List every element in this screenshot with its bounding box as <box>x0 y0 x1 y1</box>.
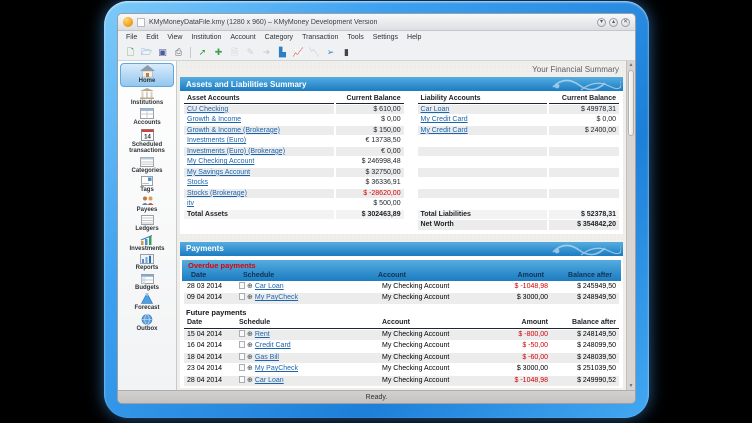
vertical-scrollbar[interactable] <box>626 61 635 390</box>
payment-date: 15 04 2014 <box>184 330 236 341</box>
account-link[interactable]: Investments (Euro) <box>187 137 247 145</box>
payment-account: My Checking Account <box>379 282 489 293</box>
col-current-balance-2: Current Balance <box>549 94 619 104</box>
payments-column-headers <box>184 318 619 329</box>
schedule-link[interactable]: Car Loan <box>254 282 284 290</box>
payment-amount: $ -800,00 <box>489 330 551 341</box>
payment-balance: $ 248149,50 <box>551 330 619 341</box>
total-liabilities-label: Total Liabilities <box>418 210 548 220</box>
find-disabled-icon: ✎ <box>246 46 255 57</box>
payment-balance: $ 245949,50 <box>551 282 619 293</box>
payment-balance: $ 251039,50 <box>551 364 619 375</box>
col-current-balance-1: Current Balance <box>336 94 404 104</box>
col-amount: Amount <box>517 271 544 279</box>
table-row <box>184 126 619 136</box>
future-row <box>184 353 619 364</box>
edit-schedule-icon[interactable] <box>239 353 245 360</box>
account-balance: $ 49978,31 <box>549 105 619 115</box>
menu-help[interactable]: Help <box>407 34 422 41</box>
menu-account[interactable]: Account <box>230 34 256 41</box>
investments-icon <box>140 235 154 245</box>
account-link[interactable]: My Credit Card <box>420 126 468 134</box>
accounts-icon <box>140 108 154 119</box>
scroll-up-icon[interactable]: ▲ <box>628 62 634 68</box>
payment-date: 23 04 2014 <box>184 364 236 375</box>
new-transaction-icon[interactable]: ➚ <box>198 46 207 57</box>
account-balance: $ 0,00 <box>381 116 401 124</box>
account-link[interactable]: Growth & Income (Brokerage) <box>187 126 280 134</box>
tag-icon <box>141 176 153 186</box>
enter-schedule-icon[interactable]: ⊕ <box>247 342 253 349</box>
table-header-row <box>184 94 619 104</box>
col-liability-accounts: Liability Accounts <box>418 94 548 104</box>
payees-icon <box>141 196 154 206</box>
table-row <box>184 115 619 125</box>
account-balance: $ 32750,00 <box>336 168 404 178</box>
enter-schedule-icon[interactable]: ⊕ <box>247 294 253 301</box>
col-date: Date <box>191 271 207 279</box>
goto-disabled-icon: ➜ <box>262 46 271 57</box>
col-balance-after: Balance after <box>568 271 612 279</box>
enter-schedule-icon[interactable]: ⊕ <box>247 330 253 338</box>
categories-icon <box>140 157 154 167</box>
payment-amount: $ -1048,98 <box>489 282 551 293</box>
sidebar-item-institutions[interactable]: Institutions <box>120 87 174 108</box>
payment-date: 28 03 2014 <box>184 282 236 293</box>
close-button[interactable]: ✕ <box>622 18 629 25</box>
future-row <box>184 376 619 387</box>
edit-schedule-icon[interactable] <box>239 330 245 337</box>
chart-account-icon[interactable]: ▙ <box>279 46 286 57</box>
forecast-icon <box>141 293 153 304</box>
schedule-link[interactable]: My PayCheck <box>254 365 299 372</box>
col-asset-accounts: Asset Accounts <box>184 94 334 104</box>
totals-row <box>184 210 619 220</box>
new-account-icon[interactable]: ✚ <box>214 46 223 57</box>
edit-schedule-icon[interactable] <box>239 293 245 300</box>
presentation-frame <box>104 1 649 418</box>
account-link[interactable]: My Checking Account <box>187 158 255 166</box>
assets-liabilities-table <box>180 91 623 234</box>
payment-account: My Checking Account <box>379 330 489 341</box>
account-balance: $ 0,00 <box>596 116 616 124</box>
total-liabilities-value: $ 52378,31 <box>549 210 619 220</box>
schedule-link[interactable]: Credit Card <box>254 342 291 349</box>
sidebar-item-forecast[interactable]: Forecast <box>120 292 174 313</box>
reports-icon <box>140 254 154 264</box>
payment-account: My Checking Account <box>379 376 489 387</box>
future-row <box>184 341 619 352</box>
edit-schedule-icon[interactable] <box>239 364 245 371</box>
payment-date: 18 04 2014 <box>184 353 236 364</box>
sidebar-item-ledgers[interactable]: Ledgers <box>120 214 174 234</box>
payment-amount: $ -60,00 <box>489 353 551 364</box>
home-icon <box>140 65 155 77</box>
sidebar-item-home[interactable]: Home <box>120 63 174 87</box>
enter-schedule-icon[interactable]: ⊕ <box>247 376 253 384</box>
account-link[interactable]: Stocks <box>187 179 209 187</box>
total-assets-value: $ 302463,89 <box>336 210 404 220</box>
sidebar-item-payees[interactable]: Payees <box>120 195 174 215</box>
account-link[interactable]: CU Checking <box>187 105 229 113</box>
payment-amount: $ 3000,00 <box>489 293 551 304</box>
sidebar-item-accounts[interactable]: Accounts <box>120 107 174 128</box>
save-file-icon[interactable]: ▣ <box>158 46 167 57</box>
col-schedule: Schedule <box>243 271 275 279</box>
table-row <box>184 199 619 209</box>
scroll-down-icon[interactable]: ▼ <box>628 383 634 389</box>
schedule-link[interactable]: Car Loan <box>254 376 284 384</box>
payment-account: My Checking Account <box>379 293 489 304</box>
budgets-icon <box>141 274 154 284</box>
table-row <box>184 147 619 157</box>
payment-amount: $ -50,00 <box>489 341 551 352</box>
payment-account: My Checking Account <box>379 341 489 352</box>
payment-amount: $ -1048,98 <box>489 376 551 387</box>
edit-schedule-icon[interactable] <box>239 376 245 383</box>
col-account: Account <box>382 318 410 326</box>
account-balance: $ 2400,00 <box>549 126 619 136</box>
account-balance: $ -28620,00 <box>336 189 404 199</box>
sidebar-item-categories[interactable]: Categories <box>120 156 174 176</box>
payment-balance: $ 248949,50 <box>551 293 619 304</box>
schedule-link[interactable]: Gas Bill <box>254 353 279 361</box>
account-link[interactable]: Growth & Income <box>187 116 242 124</box>
sidebar-item-outbox[interactable]: Outbox <box>120 313 174 334</box>
overdue-payments-block <box>182 260 621 281</box>
account-link[interactable]: itv <box>187 200 194 208</box>
header-flourish <box>551 77 621 91</box>
payment-date: 09 04 2014 <box>184 293 236 304</box>
account-balance: $ 150,00 <box>336 126 404 136</box>
svg-text:14: 14 <box>143 134 151 140</box>
payment-balance: $ 248099,50 <box>551 341 619 352</box>
schedule-link[interactable]: Rent <box>254 330 270 338</box>
print-icon[interactable]: ⎙ <box>174 46 183 57</box>
table-row <box>184 189 619 199</box>
page-title: Your Financial Summary <box>532 65 619 74</box>
status-text: Ready. <box>365 393 388 401</box>
account-balance: $ 36336,91 <box>365 179 401 187</box>
document-icon <box>137 18 145 27</box>
sidebar-item-scheduled[interactable]: 14 Scheduled transactions <box>120 128 174 156</box>
table-row <box>184 168 619 178</box>
menu-transaction[interactable]: Transaction <box>302 34 339 41</box>
minimize-button[interactable]: ▾ <box>597 18 606 27</box>
sidebar-item-tags[interactable]: Tags <box>120 175 174 195</box>
chart-disabled-icon: 📉 <box>308 46 321 57</box>
calendar-icon <box>141 129 154 141</box>
account-balance: € 0,00 <box>336 147 404 157</box>
col-balance-after: Balance after <box>572 318 616 326</box>
new-file-icon[interactable]: 🗋 <box>126 46 135 57</box>
col-account: Account <box>378 271 406 279</box>
menu-settings[interactable]: Settings <box>372 34 399 41</box>
payment-balance: $ 249990,52 <box>551 376 619 387</box>
payments-header: Payments <box>180 242 623 256</box>
table-row <box>184 157 619 167</box>
home-view <box>177 61 626 390</box>
overdue-row <box>184 282 619 293</box>
payments-column-headers <box>188 271 615 281</box>
menu-file[interactable]: File <box>126 34 138 41</box>
schedule-link[interactable]: My PayCheck <box>254 294 299 301</box>
edit-disabled-icon: 🗎 <box>230 46 239 57</box>
account-balance: $ 246998,48 <box>361 158 401 166</box>
chart-networth-icon[interactable]: 📈 <box>292 46 305 57</box>
payment-account: My Checking Account <box>379 364 489 375</box>
enter-schedule-icon[interactable]: ⊕ <box>247 353 253 361</box>
net-worth-value: $ 354842,20 <box>549 220 619 230</box>
account-link[interactable]: Investments (Euro) (Brokerage) <box>187 147 286 155</box>
account-link[interactable]: Stocks (Brokerage) <box>187 189 247 197</box>
menu-edit[interactable]: Edit <box>146 34 159 41</box>
open-file-icon[interactable]: 🗁 <box>140 46 153 57</box>
col-amount: Amount <box>521 318 548 326</box>
ledger-icon <box>141 215 154 225</box>
sidebar-item-investments[interactable]: Investments <box>120 234 174 254</box>
assets-liabilities-header: Assets and Liabilities Summary <box>180 77 623 91</box>
future-row <box>184 364 619 375</box>
overdue-payments-title: Overdue payments <box>188 260 256 270</box>
header-flourish <box>551 242 621 256</box>
payment-balance: $ 248039,50 <box>551 353 619 364</box>
enter-schedule-icon[interactable]: ⊕ <box>247 282 253 290</box>
menu-bar <box>118 31 635 44</box>
future-row <box>184 330 619 341</box>
col-date: Date <box>187 318 203 326</box>
account-link[interactable]: My Savings Account <box>187 168 251 176</box>
title-bar[interactable] <box>118 14 635 31</box>
menu-institution[interactable]: Institution <box>191 34 222 41</box>
payment-amount: $ 3000,00 <box>489 364 551 375</box>
status-bar <box>118 390 635 403</box>
total-assets-label: Total Assets <box>184 210 334 220</box>
outbox-icon <box>141 314 153 325</box>
menu-view[interactable]: View <box>167 34 183 41</box>
bank-icon <box>140 88 154 99</box>
payment-date: 16 04 2014 <box>184 341 236 352</box>
menu-tools[interactable]: Tools <box>347 34 364 41</box>
edit-schedule-icon[interactable] <box>239 282 245 289</box>
table-row <box>184 136 619 146</box>
sidebar <box>118 61 177 390</box>
account-balance: € 13738,50 <box>365 137 401 145</box>
col-schedule: Schedule <box>239 318 271 326</box>
toolbar <box>118 44 635 61</box>
consistency-check-icon[interactable]: ➢ <box>326 46 335 57</box>
database-icon[interactable]: ▮ <box>344 46 349 57</box>
payment-date: 28 04 2014 <box>184 376 236 387</box>
maximize-button[interactable]: ▴ <box>609 18 618 27</box>
account-link[interactable]: Car Loan <box>420 105 450 113</box>
net-worth-row <box>184 220 619 230</box>
account-link[interactable]: My Credit Card <box>420 116 468 124</box>
future-payments-title: Future payments <box>186 307 247 317</box>
app-icon <box>123 17 133 27</box>
table-row <box>184 178 619 188</box>
table-row <box>184 105 619 115</box>
menu-category[interactable]: Category <box>264 34 294 41</box>
kmymoney-window <box>117 13 636 404</box>
sidebar-item-reports[interactable]: Reports <box>120 253 174 273</box>
payment-account: My Checking Account <box>379 353 489 364</box>
scrollbar-thumb[interactable] <box>628 70 634 136</box>
account-balance: $ 610,00 <box>336 105 404 115</box>
account-balance: $ 500,00 <box>373 200 401 208</box>
enter-schedule-icon[interactable]: ⊕ <box>247 365 253 372</box>
edit-schedule-icon[interactable] <box>239 341 245 348</box>
net-worth-label: Net Worth <box>418 220 548 230</box>
toolbar-separator <box>190 47 191 58</box>
overdue-row <box>184 293 619 304</box>
sidebar-item-budgets[interactable]: Budgets <box>120 273 174 293</box>
window-title: KMyMoneyDataFile.kmy (1280 x 960) – KMyMoney Development Version <box>149 18 378 26</box>
